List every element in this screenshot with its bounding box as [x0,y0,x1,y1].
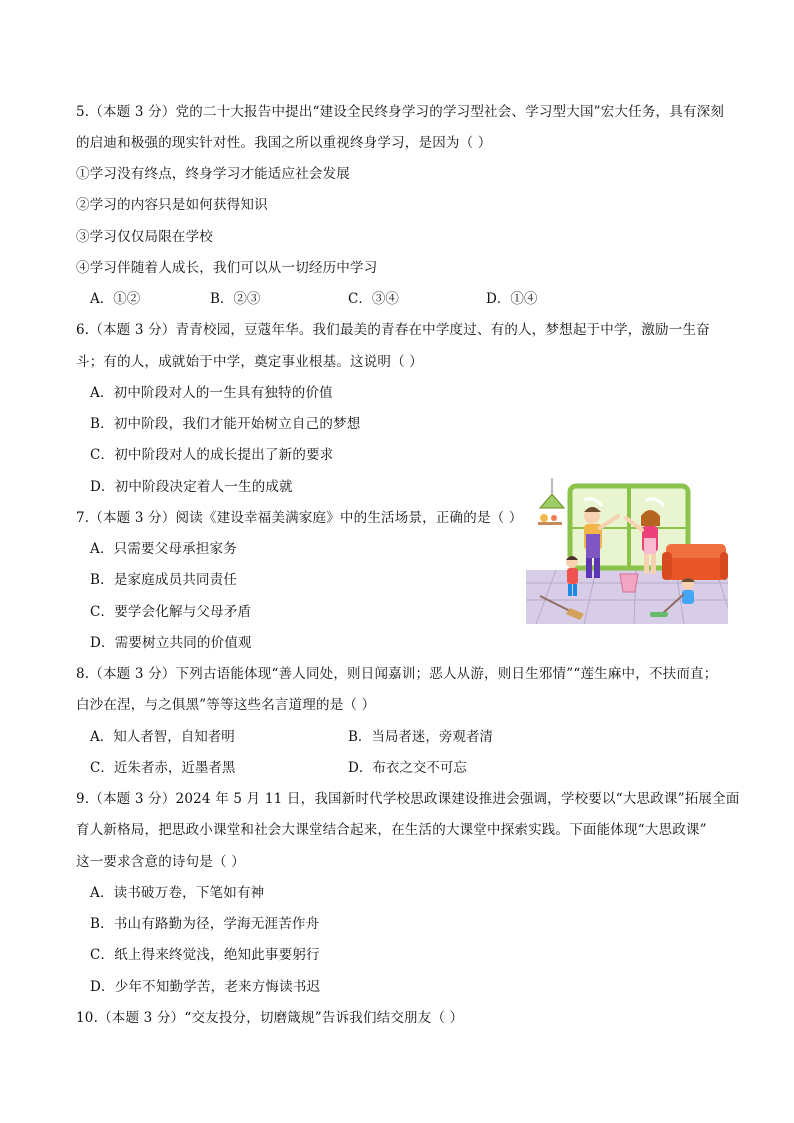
q6-option-c[interactable]: C．初中阶段对人的成长提出了新的要求 [90,447,334,463]
q5-option-a[interactable]: A．①② [90,291,141,307]
q7-option-b[interactable]: B．是家庭成员共同责任 [90,572,238,588]
q9-option-d[interactable]: D．少年不知勤学苦，老来方悔读书迟 [90,979,321,995]
q8-option-a[interactable]: A．知人者智，自知者明 [90,729,235,745]
q8-stem-line2: 白沙在涅，与之俱黑”等等这些名言道理的是（ ） [76,697,376,713]
q5-statement-2: ②学习的内容只是如何获得知识 [76,197,268,213]
q8-option-b[interactable]: B．当局者迷，旁观者清 [348,729,493,745]
q5-stem-line2: 的启迪和极强的现实针对性。我国之所以重视终身学习，是因为（ ） [76,135,492,151]
family-housework-illustration [526,478,728,624]
q5-statement-4: ④学习伴随着人成长，我们可以从一切经历中学习 [76,260,378,276]
q7-stem-line1: 7.（本题 3 分）阅读《建设幸福美满家庭》中的生活场景，正确的是（ ） [76,510,523,526]
q6-stem-line1: 6.（本题 3 分）青青校园，豆蔻年华。我们最美的青春在中学度过、有的人，梦想起于中学，激励一生奋 [76,322,710,338]
q9-option-c[interactable]: C．纸上得来终觉浅，绝知此事要躬行 [90,947,320,963]
bucket-icon [620,574,638,592]
mop-icon [650,612,668,617]
q5-statement-1: ①学习没有终点，终身学习才能适应社会发展 [76,166,350,182]
q9-option-b[interactable]: B．书山有路勤为径，学海无涯苦作舟 [90,916,320,932]
q9-stem-line3: 这一要求含意的诗句是（ ） [76,854,245,870]
q10-stem-line1: 10.（本题 3 分）“交友投分，切磨箴规”告诉我们结交朋友（ ） [76,1010,464,1026]
q9-stem-line2: 育人新格局，把思政小课堂和社会大课堂结合起来，在生活的大课堂中探索实践。下面能体现“大思政课” [76,822,707,838]
q7-option-a[interactable]: A．只需要父母承担家务 [90,541,237,557]
q6-option-a[interactable]: A．初中阶段对人的一生具有独特的价值 [90,385,333,401]
q5-statement-3: ③学习仅仅局限在学校 [76,229,213,245]
q5-option-d[interactable]: D．①④ [486,291,538,307]
q6-stem-line2: 斗；有的人，成就始于中学，奠定事业根基。这说明（ ） [76,354,423,370]
q8-stem-line1: 8.（本题 3 分）下列古语能体现“善人同处，则日闻嘉训；恶人从游，则日生邪情”“莲生麻中，不扶而直； [76,666,718,682]
q8-option-c[interactable]: C．近朱者赤，近墨者黑 [90,760,236,776]
q7-option-d[interactable]: D．需要树立共同的价值观 [90,635,252,651]
q8-option-d[interactable]: D．布衣之交不可忘 [348,760,467,776]
q6-option-d[interactable]: D．初中阶段决定着人一生的成就 [90,479,293,495]
q5-option-c[interactable]: C．③④ [348,291,399,307]
q5-stem-line1: 5.（本题 3 分）党的二十大报告中提出“建设全民终身学习的学习型社会、学习型大国”宏大任务，具有深刻 [76,104,725,120]
q9-stem-line1: 9.（本题 3 分）2024 年 5 月 11 日，我国新时代学校思政课建设推进会强调，学校要以“大思政课”拓展全面 [76,791,740,807]
q9-option-a[interactable]: A．读书破万卷，下笔如有神 [90,885,265,901]
q6-option-b[interactable]: B．初中阶段，我们才能开始树立自己的梦想 [90,416,361,432]
q5-option-b[interactable]: B．②③ [210,291,261,307]
q7-option-c[interactable]: C．要学会化解与父母矛盾 [90,604,252,620]
